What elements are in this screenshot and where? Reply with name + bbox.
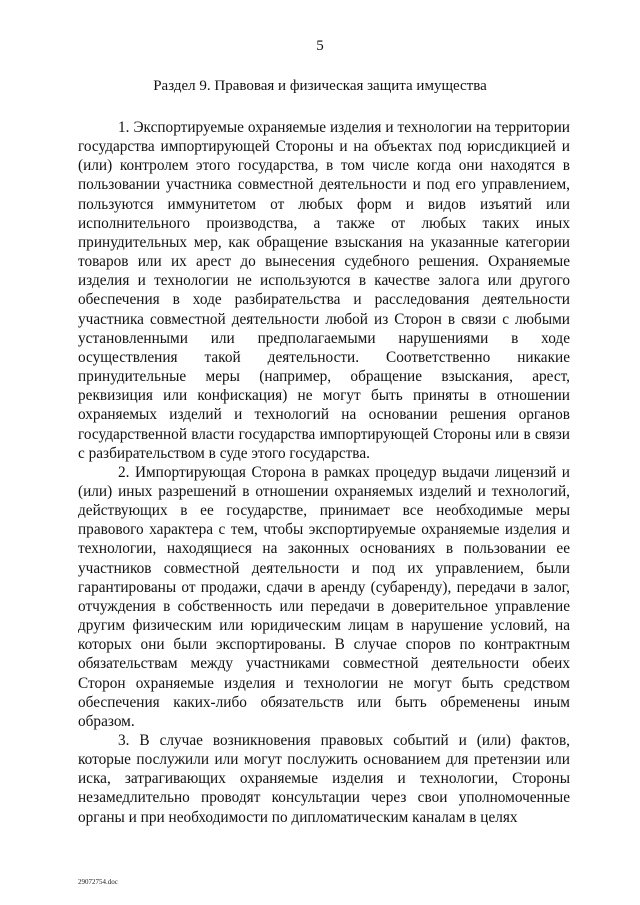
paragraph-3: 3. В случае возникновения правовых событий и (или) фактов, которые послужили или могут послужить основанием для претензии или иска, затрагивающих охраняемые изделия и технологии, Стороны незамедлительно проводят консультации через свои уполномоченные органы и при необходимости по дипломатическим каналам в целях xyxy=(78,732,570,826)
section-title: Раздел 9. Правовая и физическая защита имущества xyxy=(153,78,487,94)
paragraph-1: 1. Экспортируемые охраняемые изделия и технологии на территории государства импортирующей Стороны и на объектах под юрисдикцией и (или) контролем этого государства, в том числе когда они находятся в пользовании участника совместной деятельности и под его управлением, пользуются иммунитетом от любых форм и видов изъятий или исполнительного производства, а также от любых таких иных принудительных мер, как обращение взыскания на указанные категории товаров или их арест до вынесения судебного решения. Охраняемые изделия и технологии не используются в качестве залога или другого обеспечения в ходе разбирательства и расследования деятельности участника совместной деятельности любой из Сторон в связи с любыми установленными или предполагаемыми нарушениями в ходе осуществления такой деятельности. Соответственно никакие принудительные меры (например, обращение взыскания, арест, реквизиция или конфискация) не могут быть приняты в отношении охраняемых изделий и технологий на основании решения органов государственной власти государства импортирующей Стороны или в связи с разбирательством в суде этого государства. xyxy=(78,119,570,462)
footer-filename: 29072754.doc xyxy=(78,878,118,886)
page-number: 5 xyxy=(316,38,324,54)
paragraph-2: 2. Импортирующая Сторона в рамках процедур выдачи лицензий и (или) иных разрешений в отношении охраняемых изделий и технологий, действующих в ее государстве, принимает все необходимые меры правового характера с тем, чтобы экспортируемые охраняемые изделия и технологии, находящиеся на законных основаниях в пользовании ее участников совместной деятельности и под их управлением, были гарантированы от продажи, сдачи в аренду (субаренду), передачи в залог, отчуждения в собственность или передачи в доверительное управление другим физическим или юридическим лицам в нарушение условий, на которых они были экспортированы. В случае споров по контрактным обязательствам между участниками совместной деятельности обеих Сторон охраняемые изделия и технологии не могут быть средством обеспечения каких-либо обязательств или быть обременены иным образом. xyxy=(78,463,570,730)
document-body xyxy=(78,118,570,827)
